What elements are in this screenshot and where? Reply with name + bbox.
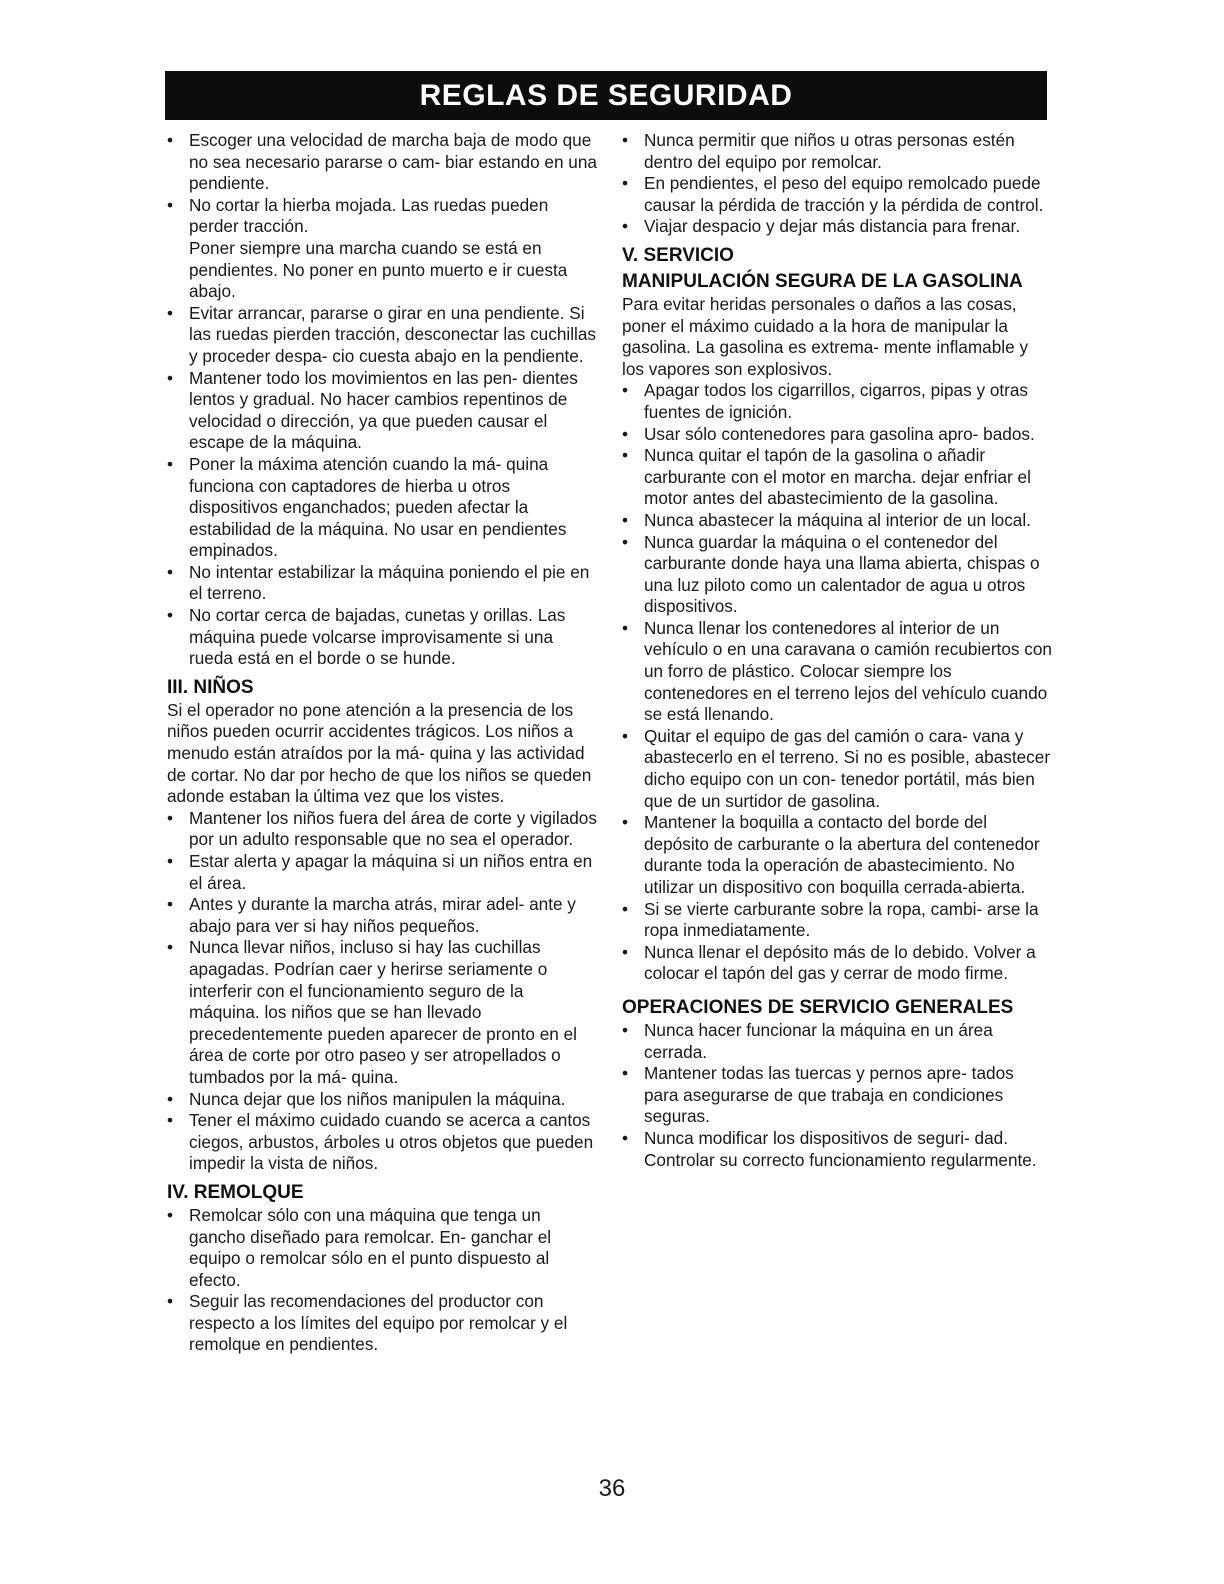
list-item: • Apagar todos los cigarrillos, cigarros, pipas y otras fuentes de ignición. (622, 380, 1029, 422)
bullet-icon: • (167, 937, 174, 958)
list-item: • Nunca llevar niños, incluso si hay las cuchillas apagadas. Podrían caer y herirse seriamente o interferir con el funcionamiento seguro de la máquina. los niños que se han llevado precedentemente pueden aparecer de pronto en el área de corte por otro paseo y ser atropellados o tumbados por la má- quina. (167, 937, 577, 1087)
list-item: • Poner la máxima atención cuando la má- quina funciona con captadores de hierba u otros dispositivos enganchados; pueden afectar la estabilidad de la máquina. No usar en pendientes empinados. (167, 453, 567, 561)
list-item: • Tener el máximo cuidado cuando se acerca a cantos ciegos, arbustos, árboles u otros objetos que pueden impedir la vista de niños. (167, 1110, 594, 1174)
list-item: • Nunca dejar que los niños manipulen la máquina. (167, 1088, 566, 1109)
right-column (622, 130, 1052, 1171)
bullet-icon: • (167, 1110, 174, 1131)
bullet-icon: • (622, 423, 629, 444)
bullet-icon: • (167, 561, 174, 582)
list-item: • Nunca guardar la máquina o el contenedor del carburante donde haya una llama abierta, chispas o una luz piloto como un calentador de agua u otros dispositivos. (622, 531, 1040, 617)
list-item-extra: Poner siempre una marcha cuando se está en pendientes. No poner en punto muerto e ir cuesta abajo. (189, 237, 568, 302)
bullet-icon: • (622, 380, 629, 401)
list-item: • Mantener la boquilla a contacto del borde del depósito de carburante o la abertura del contenedor durante toda la operación de abastecimiento. No utilizar un dispositivo con boquilla cerrada-abierta. (622, 812, 1040, 897)
subheading-gasolina: MANIPULACIÓN SEGURA DE LA GASOLINA (622, 270, 1023, 292)
list-item: • Si se vierte carburante sobre la ropa, cambi- arse la ropa inmediatamente. (622, 898, 1039, 941)
remolque-continued-list (622, 130, 1052, 238)
bullet-icon: • (622, 1063, 629, 1084)
bullet-icon: • (167, 302, 174, 323)
list-item: • Nunca permitir que niños u otras personas estén dentro del equipo por remolcar. (622, 130, 1015, 172)
list-item: • No cortar la hierba mojada. Las ruedas pueden perder tracción. Poner siempre una marcha cuando se está en pendientes. No poner en punto muerto e ir cuesta abajo. (167, 195, 597, 303)
bullet-icon: • (622, 509, 629, 530)
list-item: • No intentar estabilizar la máquina poniendo el pie en el terreno. (167, 561, 590, 604)
list-item: • Seguir las recomendaciones del productor con respecto a los límites del equipo por remolcar y el remolque en pendientes. (167, 1291, 568, 1355)
bullet-icon: • (622, 898, 629, 919)
list-item: • Evitar arrancar, pararse o girar en una pendiente. Si las ruedas pierden tracción, desconectar las cuchillas y proceder despa- cio cuesta abajo en la pendiente. (167, 302, 596, 366)
list-item: • Nunca llenar los contenedores al interior de un vehículo o en una caravana o camión recubiertos con un forro de plástico. Colocar siempre los contenedores en el terreno lejos del vehículo cuando se está llenando. (622, 617, 1052, 725)
section-intro: Si el operador no pone atención a la presencia de los niños pueden ocurrir accidentes trágicos. Los niños a menudo están atraídos por la má- quina y las actividad de cortar. No dar por hecho de que los niños se queden adonde estaban la última vez que los vistes. (167, 699, 592, 807)
list-item: • Nunca abastecer la máquina al interior de un local. (622, 509, 1031, 530)
list-item: • Mantener todo los movimientos en las pen- dientes lentos y gradual. No hacer cambios repentinos de velocidad o dirección, ya que pueden causar el escape de la máquina. (167, 367, 578, 453)
left-column (167, 130, 597, 1356)
bullet-icon: • (622, 173, 629, 194)
bullet-icon: • (622, 531, 629, 552)
list-item: • Escoger una velocidad de marcha baja de modo que no sea necesario pararse o cam- biar estando en una pendiente. (167, 130, 597, 194)
list-item: • Nunca hacer funcionar la máquina en un área cerrada. (622, 1019, 993, 1062)
operaciones-list (622, 1020, 1052, 1171)
bullet-icon: • (167, 894, 174, 915)
bullet-icon: • (167, 1088, 174, 1109)
list-item: • En pendientes, el peso del equipo remolcado puede causar la pérdida de tracción y la pérdida de control. (622, 173, 1044, 215)
bullet-icon: • (622, 216, 629, 237)
bullet-icon: • (622, 1127, 629, 1148)
gasolina-list (622, 380, 1052, 985)
section-heading-operaciones: OPERACIONES DE SERVICIO GENERALES (622, 996, 1014, 1018)
bullet-icon: • (167, 1204, 174, 1225)
list-item: • Nunca llenar el depósito más de lo debido. Volver a colocar el tapón del gas y cerrar de modo firme. (622, 941, 1036, 984)
section-heading-remolque: IV. REMOLQUE (167, 1181, 304, 1203)
slope-rules-list (167, 130, 597, 670)
bullet-icon: • (167, 605, 174, 626)
section-heading-ninos: III. NIÑOS (167, 676, 254, 698)
list-item: • Nunca quitar el tapón de la gasolina o añadir carburante con el motor en marcha. dejar enfriar el motor antes del abastecimiento de la gasolina. (622, 445, 1031, 509)
bullet-icon: • (167, 130, 174, 150)
list-item: • Quitar el equipo de gas del camión o cara- vana y abastecerlo en el terreno. Si no es posible, abastecer dicho equipo con un con- tenedor portátil, más bien que de un surtidor de gasolina. (622, 725, 1051, 811)
list-item: • Usar sólo contenedores para gasolina apro- bados. (622, 423, 1035, 444)
list-item: • Mantener los niños fuera del área de corte y vigilados por un adulto responsable que no sea el operador. (167, 807, 597, 850)
ninos-list (167, 808, 597, 1175)
bullet-icon: • (167, 1291, 174, 1312)
bullet-icon: • (167, 367, 174, 388)
bullet-icon: • (622, 812, 629, 833)
list-item: • Nunca modificar los dispositivos de seguri- dad. Controlar su correcto funcionamiento regularmente. (622, 1127, 1037, 1170)
list-item: • Remolcar sólo con una máquina que tenga un gancho diseñado para remolcar. En- ganchar el equipo o remolcar sólo en el punto dispuesto al efecto. (167, 1204, 552, 1290)
list-item: • Estar alerta y apagar la máquina si un niños entra en el área. (167, 851, 593, 893)
banner-title: REGLAS DE SEGURIDAD (419, 78, 793, 112)
bullet-icon: • (167, 453, 174, 474)
list-item: • No cortar cerca de bajadas, cunetas y orillas. Las máquina puede volcarse improvisamente si una rueda está en el borde o se hunde. (167, 605, 566, 669)
bullet-icon: • (167, 807, 174, 828)
list-item: • Antes y durante la marcha atrás, mirar adel- ante y abajo para ver si hay niños pequeños. (167, 894, 576, 936)
bullet-icon: • (622, 130, 629, 150)
bullet-icon: • (622, 445, 629, 466)
page-number: 36 (598, 1475, 626, 1502)
bullet-icon: • (167, 194, 174, 215)
bullet-icon: • (622, 941, 629, 962)
bullet-icon: • (167, 851, 174, 871)
list-item: • Viajar despacio y dejar más distancia para frenar. (622, 216, 1021, 237)
section-intro: Para evitar heridas personales o daños a las cosas, poner el máximo cuidado a la hora de manipular la gasolina. La gasolina es extrema- mente inflamable y los vapores son explosivos. (622, 293, 1029, 379)
bullet-icon: • (622, 617, 629, 638)
section-heading-servicio: V. SERVICIO (622, 244, 734, 266)
bullet-icon: • (622, 725, 629, 746)
section-banner (165, 71, 1047, 120)
bullet-icon: • (622, 1019, 629, 1040)
remolque-list (167, 1205, 597, 1356)
list-item: • Mantener todas las tuercas y pernos apre- tados para asegurarse de que trabaja en condiciones seguras. (622, 1063, 1014, 1127)
